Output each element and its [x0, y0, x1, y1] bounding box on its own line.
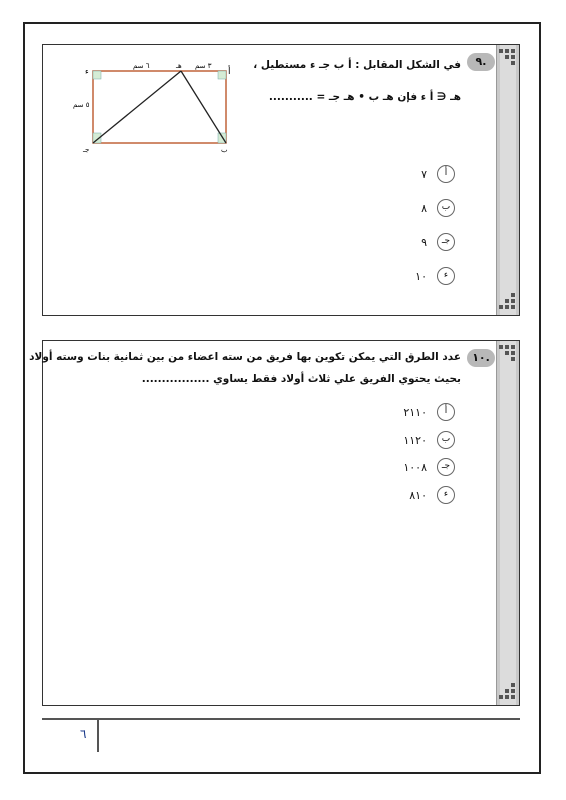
option-d[interactable]: [415, 267, 455, 285]
option-value: ١١٢٠: [403, 433, 427, 447]
option-a[interactable]: [421, 165, 455, 183]
option-letter: جـ: [437, 233, 455, 251]
option-b[interactable]: [421, 199, 455, 217]
option-letter: ء: [437, 486, 455, 504]
figure-dim-side: ٥ سم: [73, 101, 90, 109]
corner-pattern-icon: [499, 49, 517, 67]
option-value: ٢١١٠: [403, 405, 427, 419]
option-letter: ب: [437, 199, 455, 217]
option-letter: ء: [437, 267, 455, 285]
footer-divider: [42, 718, 520, 720]
figure-dim-top-left: ٦ سم: [133, 62, 150, 70]
option-a[interactable]: [403, 403, 455, 421]
option-c[interactable]: [403, 458, 455, 476]
question-10-box: [29, 340, 520, 706]
option-letter: أ: [437, 165, 455, 183]
corner-pattern-icon: [499, 293, 517, 311]
option-value: ٨١٠: [409, 488, 427, 502]
figure-label-d: ء: [85, 67, 89, 76]
figure-label-a: أ: [228, 67, 231, 77]
rectangle-figure: [73, 59, 253, 154]
figure-dim-top-right: ٣ سم: [195, 62, 212, 70]
question-number: .٩: [467, 53, 495, 71]
option-letter: ب: [437, 431, 455, 449]
option-d[interactable]: [409, 486, 455, 504]
corner-pattern-icon: [499, 345, 517, 363]
option-b[interactable]: [403, 431, 455, 449]
option-letter: أ: [437, 403, 455, 421]
question-text-line1: في الشكل المقابل : أ ب جـ ء مستطيل ،: [253, 59, 461, 71]
option-value: ٧: [421, 167, 427, 181]
option-value: ٨: [421, 201, 427, 215]
option-value: ١٠٠٨: [403, 460, 427, 474]
question-text-line1: عدد الطرق التي يمكن تكوين بها فريق من سته اعضاء من بين ثمانية بنات وسته أولاد: [29, 351, 461, 363]
footer-vertical-divider: [97, 720, 99, 752]
option-c[interactable]: [421, 233, 455, 251]
question-number: .١٠: [467, 349, 495, 367]
question-text-line2: هـ ∈ أ ء فإن هـ ب • هـ جـ = ...........: [268, 91, 461, 103]
question-text-line2: بحيث يحتوي الفريق علي ثلاث أولاد فقط يساوي .................: [141, 373, 461, 385]
figure-label-b: ب: [221, 146, 228, 154]
figure-label-e: هـ: [176, 62, 182, 70]
page-number: ٦: [80, 727, 87, 741]
corner-pattern-icon: [499, 683, 517, 701]
figure-label-c: جـ: [83, 146, 90, 154]
option-value: ١٠: [415, 269, 427, 283]
question-sidebar: [496, 341, 519, 705]
question-sidebar: [496, 45, 519, 315]
option-value: ٩: [421, 235, 427, 249]
option-letter: جـ: [437, 458, 455, 476]
question-9-box: [42, 44, 520, 316]
